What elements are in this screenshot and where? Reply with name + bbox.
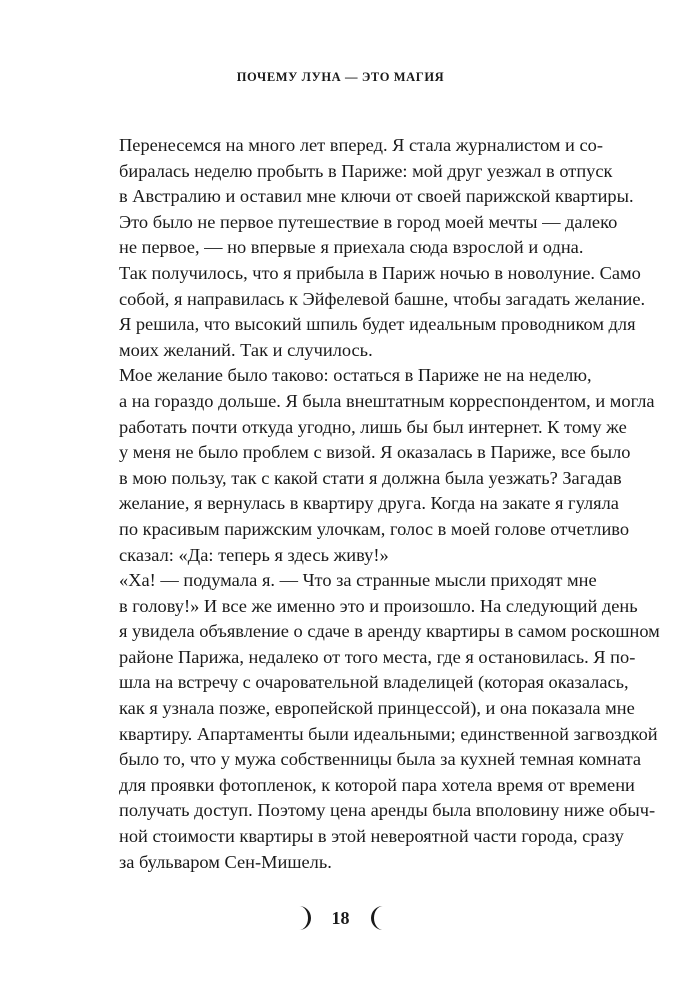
text-line: за бульваром Сен-Мишель. xyxy=(119,851,332,872)
text-line: в голову!» И все же именно это и произошло. На следующий день xyxy=(119,595,638,616)
text-line: Так получилось, что я прибыла в Париж ночью в новолуние. Само xyxy=(119,262,641,283)
text-line: я увидела объявление о сдаче в аренду квартиры в самом роскошном xyxy=(119,621,660,642)
text-line: ной стоимости квартиры в этой невероятной части города, сразу xyxy=(119,826,624,847)
text-line: не первое, — но впервые я приехала сюда взрослой и одна. xyxy=(119,237,584,258)
text-line: «Ха! — подумала я. — Что за странные мысли приходят мне xyxy=(119,570,597,591)
text-line: Я решила, что высокий шпиль будет идеальным проводником для xyxy=(119,314,636,335)
running-header-title: ПОЧЕМУ ЛУНА — ЭТО МАГИЯ xyxy=(236,70,445,84)
text-line: Это было не первое путешествие в город моей мечты — далеко xyxy=(119,211,618,232)
text-line: по красивым парижским улочкам, голос в моей голове отчетливо xyxy=(119,518,630,539)
text-line: желание, я вернулась в квартиру друга. Когда на закате я гуляла xyxy=(119,493,619,514)
text-line: а на гораздо дольше. Я была внештатным корреспондентом, и могла xyxy=(119,390,655,411)
paragraph-3 xyxy=(119,363,655,568)
text-line: собой, я направилась к Эйфелевой башне, чтобы загадать желание. xyxy=(119,288,646,309)
text-line: моих желаний. Так и случилось. xyxy=(119,339,373,360)
paragraph-4 xyxy=(119,568,660,875)
text-line: было то, что у мужа собственницы была за кухней темная комната xyxy=(119,749,642,770)
paragraph-2 xyxy=(119,261,646,363)
text-line: квартиру. Апартаменты были идеальными; единственной загвоздкой xyxy=(119,723,658,744)
text-line: как я узнала позже, европейской принцессой), и она показала мне xyxy=(119,698,635,719)
text-line: в Австралию и оставил мне ключи от своей парижской квартиры. xyxy=(119,186,634,207)
text-line: районе Парижа, недалеко от того места, где я остановилась. Я по- xyxy=(119,646,636,667)
text-line: биралась неделю пробыть в Париже: мой друг уезжал в отпуск xyxy=(119,160,613,181)
text-line: шла на встречу с очаровательной владелицей (которая оказалась, xyxy=(119,672,629,693)
text-line: Перенесемся на много лет вперед. Я стала журналистом и со- xyxy=(119,135,603,155)
text-line: получать доступ. Поэтому цена аренды была вполовину ниже обыч- xyxy=(119,800,656,821)
text-line: для проявки фотопленок, к которой пара хотела время от времени xyxy=(119,774,635,795)
waning-crescent-moon-icon xyxy=(368,905,386,931)
waxing-crescent-moon-icon xyxy=(296,905,314,931)
page-number: 18 xyxy=(331,907,350,928)
text-line: в мою пользу, так с какой стати я должна была уезжать? Загадав xyxy=(119,467,622,488)
page-footer xyxy=(0,905,681,931)
text-line: Мое желание было таково: остаться в Париже не на неделю, xyxy=(119,365,592,386)
text-line: сказал: «Да: теперь я здесь живу!» xyxy=(119,544,389,565)
text-line: работать почти откуда угодно, лишь бы был интернет. К тому же xyxy=(119,416,627,437)
text-line: у меня не было проблем с визой. Я оказалась в Париже, все было xyxy=(119,442,631,463)
body-text xyxy=(119,133,660,875)
paragraph-1 xyxy=(119,133,634,261)
